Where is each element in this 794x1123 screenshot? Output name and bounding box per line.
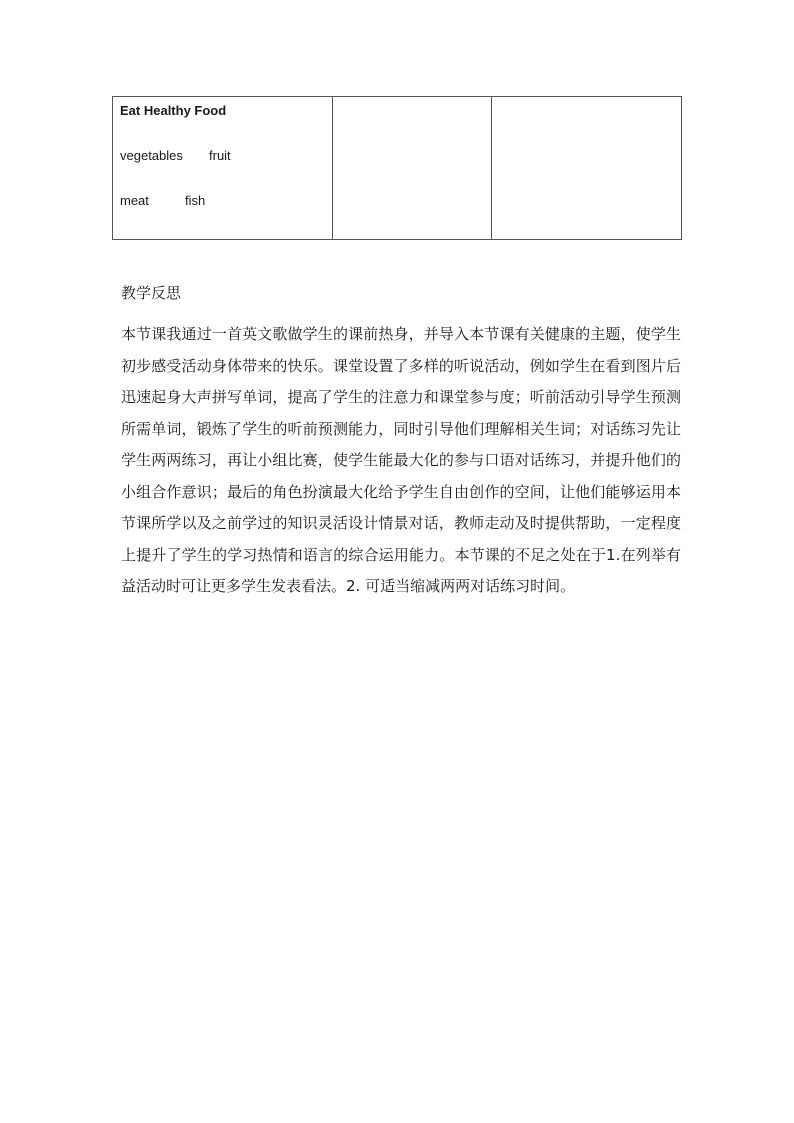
blackboard-design-table <box>112 96 682 240</box>
table-cell-empty <box>492 97 682 240</box>
table-cell-empty <box>333 97 492 240</box>
vocabulary-row <box>120 149 332 194</box>
vocabulary-word: fruit <box>209 148 231 163</box>
section-heading: 教学反思 <box>121 284 182 302</box>
table-row <box>113 97 682 240</box>
table-cell-vocabulary <box>113 97 333 240</box>
vocabulary-row <box>120 194 332 239</box>
vocabulary-word: meat <box>120 193 149 208</box>
vocabulary-word: vegetables <box>120 148 183 163</box>
cell-title: Eat Healthy Food <box>120 103 227 118</box>
vocabulary-word: fish <box>185 193 206 208</box>
reflection-paragraph: 本节课我通过一首英文歌做学生的课前热身，并导入本节课有关健康的主题，使学生初步感受活动身体带来的快乐。课堂设置了多样的听说活动，例如学生在看到图片后迅速起身大声拼写单词，提高了学生的注意力和课堂参与度；听前活动引导学生预测所需单词，锻炼了学生的听前预测能力，同时引导他们理解相关生词；对话练习先让学生两两练习，再让小组比赛，使学生能最大化的参与口语对话练习，并提升他们的小组合作意识；最后的角色扮演最大化给予学生自由创作的空间，让他们能够运用本节课所学以及之前学过的知识灵活设计情景对话，教师走动及时提供帮助，一定程度上提升了学生的学习热情和语言的综合运用能力。本节课的不足之处在于1.在列举有益活动时可让更多学生发表看法。2. 可适当缩减两两对话练习时间。 <box>121 325 681 595</box>
